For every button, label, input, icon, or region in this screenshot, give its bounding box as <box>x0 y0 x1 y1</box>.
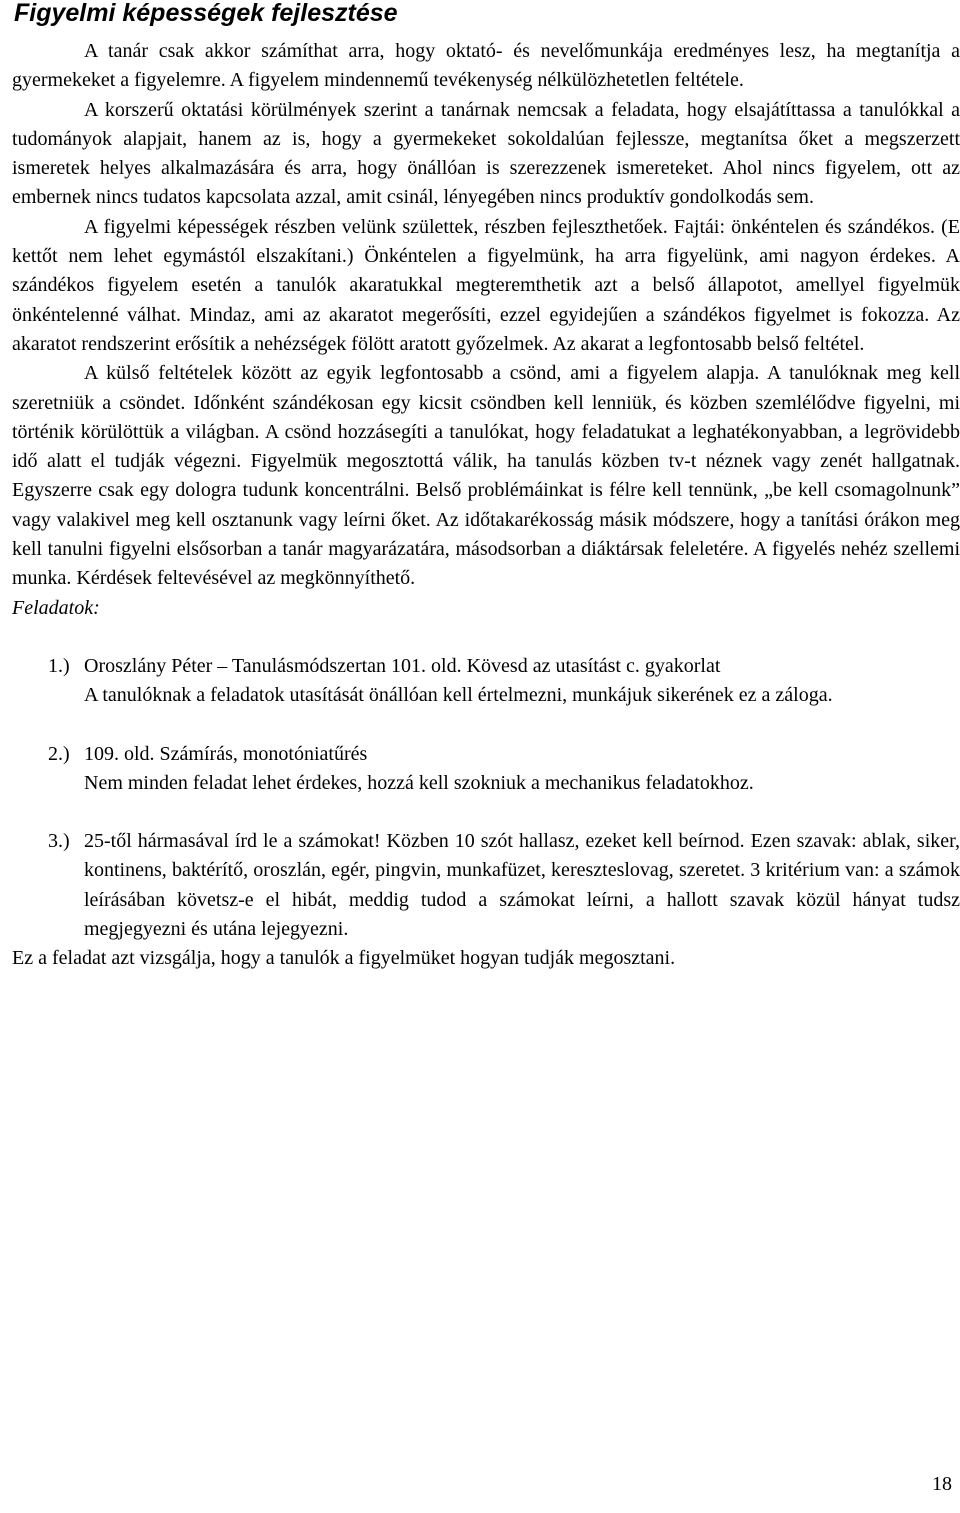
page-number: 18 <box>932 1473 952 1495</box>
task-number: 1.) <box>48 654 70 677</box>
task-number: 3.) <box>48 830 70 853</box>
task-item-3 <box>12 827 960 944</box>
task-item-1 <box>12 652 960 711</box>
closing-sentence: Ez a feladat azt vizsgálja, hogy a tanulók a figyelmüket hogyan tudják megosztani. <box>12 947 676 970</box>
paragraph-external-conditions: A külső feltételek között az egyik legfontosabb a csönd, ami a figyelem alapja. A tanulóknak meg kell szeretniük a csöndet. Időnként szándékosan egy kicsit csöndben kell lenniük, és közben szemlélődve figyelni, mi történik körülöttük a világban. A csönd hozzásegíti a tanulókat, hogy feladatukat a leghatékonyabban, a legrövidebb idő alatt el tudják végezni. Figyelmük megosztottá válik, ha tanulás közben tv-t néznek vagy zenét hallgatnak. Egyszerre csak egy dologra tudunk koncentrálni. Belső problémáinkat is félre kell tennünk, „be kell csomagolnunk” vagy valakivel meg kell osztanunk vagy leírni őket. Az időtakarékosság másik módszere, hogy a tanítási órákon meg kell tanulni figyelni elsősorban a tanár magyarázatára, másodsorban a diáktársak feleletére. A figyelés nehéz szellemi munka. Kérdések feltevésével az megkönnyíthető. <box>12 362 960 590</box>
page-title: Figyelmi képességek fejlesztése <box>14 0 398 27</box>
task-text: A tanulóknak a feladatok utasítását önállóan kell értelmezni, munkájuk sikerének ez a záloga. <box>84 684 833 707</box>
task-lead: 25-től hármasával írd le a számokat! Közben 10 szót hallasz, ezeket kell beírnod. Ezen szavak: ablak, siker, kontinens, baktérítő, oroszlán, egér, pingvin, munkafüzet, kereszteslovag, szeretet. 3 kritérium van: a számok leírásában követsz-e el hibát, meddig tudod a számokat leírni, a hallott szavak közül hányat tudsz megjegyezni és utána lejegyezni. <box>84 830 960 941</box>
body-text <box>12 37 960 974</box>
task-lead: 109. old. Számírás, monotóniatűrés <box>84 742 368 765</box>
tasks-title: Feladatok: <box>12 596 100 619</box>
paragraph-intro: A tanár csak akkor számíthat arra, hogy oktató- és nevelőmunkája eredményes lesz, ha megtanítja a gyermekeket a figyelemre. A figyelem mindennemű tevékenység nélkülözhetetlen feltétele. <box>12 40 960 92</box>
paragraph-modern-teaching: A korszerű oktatási körülmények szerint a tanárnak nemcsak a feladata, hogy elsajátíttassa a tanulókkal a tudományok alapjait, hanem az is, hogy a gyermekeket sokoldalúan fejlessze, megtanítsa őket a megszerzett ismeretek helyes alkalmazására és arra, hogy önállóan is szerezzenek ismereteket. Ahol nincs figyelem, ott az embernek nincs tudatos kapcsolata azzal, amit csinál, lényegében nincs produktív gondolkodás sem. <box>12 98 960 209</box>
spacer <box>12 711 960 740</box>
spacer <box>12 623 960 652</box>
paragraph-attention-types: A figyelmi képességek részben velünk születtek, részben fejleszthetőek. Fajtái: önkéntelen és szándékos. (E kettőt nem lehet egymástól elszakítani.) Önkéntelen a figyelmünk, ha arra figyelünk, ami nagyon érdekes. A szándékos figyelem esetén a tanulók akaratukkal megteremthetik azt a belső állapotot, amellyel figyelmük önkéntelenné válhat. Mindaz, ami az akaratot megerősíti, ezzel egyidejűen a szándékos figyelmet is fokozza. Az akaratot rendszerint erősítik a nehézségek fölött aratott győzelmek. Az akarat a legfontosabb belső feltétel. <box>12 215 960 355</box>
spacer <box>12 798 960 827</box>
task-lead: Oroszlány Péter – Tanulásmódszertan 101. old. Kövesd az utasítást c. gyakorlat <box>84 654 721 677</box>
task-number: 2.) <box>48 742 70 765</box>
task-item-2 <box>12 740 960 799</box>
task-text: Nem minden feladat lehet érdekes, hozzá kell szokniuk a mechanikus feladatokhoz. <box>84 771 754 794</box>
